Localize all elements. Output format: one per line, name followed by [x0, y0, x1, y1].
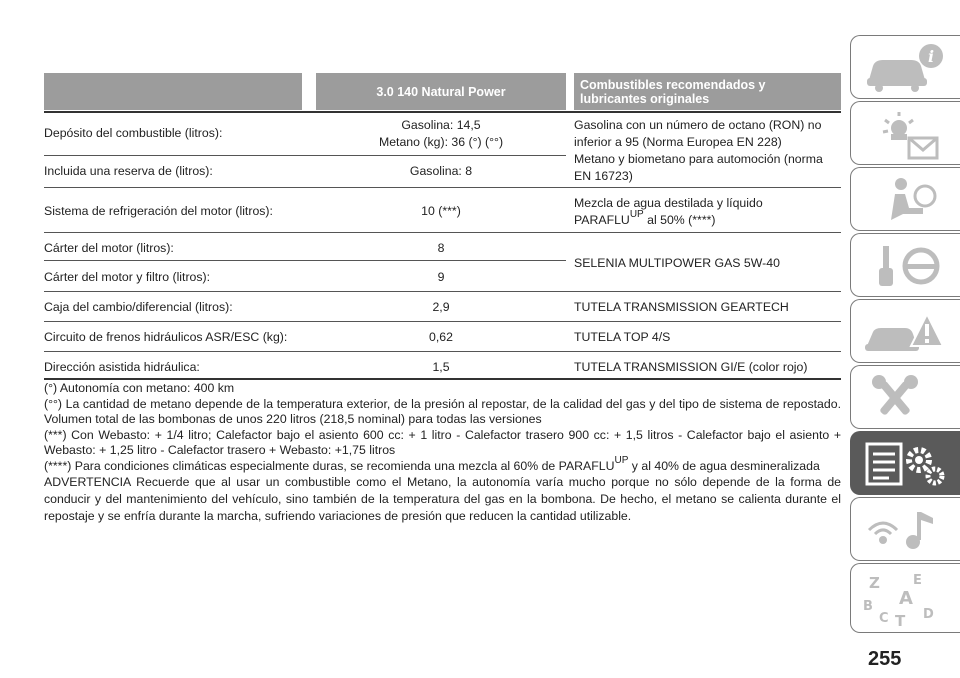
row-steering-spec: TUTELA TRANSMISSION GI/E (color rojo)	[574, 360, 808, 374]
table-header	[44, 73, 841, 110]
airbag-seat-icon	[861, 174, 951, 226]
tab-alphabetical-index[interactable]	[850, 563, 960, 633]
row-brakes-spec: TUTELA TOP 4/S	[574, 330, 671, 344]
fuel-tank-gasoline: Gasolina: 14,5	[401, 118, 481, 132]
specifications-table	[44, 73, 841, 374]
cooling-spec-line1: Mezcla de agua destilada y líquido	[574, 196, 763, 210]
row-divider	[44, 260, 566, 261]
row-cooling-spec	[574, 195, 844, 229]
footnote-4-tail: y al 40% de agua desmineralizada	[628, 458, 820, 473]
row-divider	[44, 155, 566, 156]
row-steering-label: Dirección asistida hidráulica:	[44, 360, 200, 374]
fuel-spec-line4: EN 16723)	[574, 169, 633, 183]
footnote-3: (***) Con Webasto: + 1/4 litro; Calefactor bajo el asiento 600 cc: + 1 litro - Calefactor trasero 900 cc: + 1,5 litros - Calefactor bajo el asiento + Webasto: + 1,25 litro - Calefactor trasero + Webasto: +1,75 litros	[44, 427, 841, 457]
dashboard-lights-icon	[861, 108, 951, 160]
fuel-spec-line1: Gasolina con un número de octano (RON) no	[574, 118, 822, 132]
tab-technical-data[interactable]	[850, 431, 960, 495]
footnote-4-superscript: UP	[614, 454, 629, 466]
cooling-spec-line2	[574, 209, 844, 229]
table-bottom-rule	[44, 378, 841, 380]
row-divider	[44, 187, 841, 188]
car-crash-warning-icon	[861, 306, 951, 358]
header-empty-cell	[44, 73, 302, 110]
row-sump-filter-value: 9	[437, 270, 445, 284]
row-cooling-label: Sistema de refrigeración del motor (litros):	[44, 204, 273, 218]
row-gearbox-value: 2,9	[432, 300, 450, 314]
row-gearbox-label: Caja del cambio/diferencial (litros):	[44, 300, 233, 314]
key-steering-wheel-icon	[861, 240, 951, 292]
fuel-spec-line3: Metano y biometano para automoción (norma	[574, 152, 823, 166]
svg-text:i: i	[928, 47, 935, 66]
row-brakes-value: 0,62	[429, 330, 453, 344]
row-reserve-value: Gasolina: 8	[409, 164, 473, 178]
row-gearbox-spec: TUTELA TRANSMISSION GEARTECH	[574, 300, 789, 314]
svg-text:C: C	[879, 611, 889, 626]
row-divider	[44, 321, 841, 322]
row-fuel-tank-label: Depósito del combustible (litros):	[44, 126, 223, 140]
footnotes	[44, 381, 841, 525]
header-model: 3.0 140 Natural Power	[376, 84, 506, 99]
multimedia-music-icon	[861, 504, 951, 556]
tab-dashboard[interactable]	[850, 101, 960, 165]
tools-icon	[861, 372, 951, 424]
svg-text:T: T	[895, 612, 906, 628]
row-sump-filter-label: Cárter del motor y filtro (litros):	[44, 270, 211, 284]
header-lubricants-line1: Combustibles recomendados y	[580, 77, 766, 92]
row-oil-spec: SELENIA MULTIPOWER GAS 5W-40	[574, 256, 780, 270]
technical-data-gears-icon	[861, 438, 951, 490]
row-divider	[44, 232, 841, 233]
tab-starting-driving[interactable]	[850, 233, 960, 297]
tab-safety[interactable]	[850, 167, 960, 231]
header-lubricants	[580, 73, 841, 110]
header-lubricants-line2: lubricantes originales	[580, 91, 710, 106]
car-info-icon	[861, 42, 951, 94]
row-divider	[44, 351, 841, 352]
row-sump-value: 8	[437, 241, 445, 255]
row-cooling-value: 10 (***)	[421, 204, 461, 218]
svg-text:E: E	[913, 573, 922, 588]
paraflu-superscript: UP	[629, 209, 644, 220]
warning-note: ADVERTENCIA Recuerde que al usar un combustible como el Metano, la autonomía varía mucho porque no sólo depende de la forma de conducir y del mantenimiento del vehículo, sino también de la temperatura del gas en la bombona. De hecho, el metano se calienta durante el repostaje y se enfría durante la marcha, sufriendo variaciones de presión que reducen la cantidad utilizable.	[44, 475, 841, 523]
row-reserve-label: Incluida una reserva de (litros):	[44, 164, 213, 178]
footnote-2: (°°) La cantidad de metano depende de la temperatura exterior, de la presión al repostar, de la calidad del gas y del tipo de sistema de repostado. Volumen total de las bombonas de unos 220 litros (218,5 nominal) para todas las versiones	[44, 396, 841, 426]
fuel-tank-methane: Metano (kg): 36 (°) (°°)	[378, 135, 504, 149]
footnote-4	[44, 454, 841, 475]
tab-multimedia[interactable]	[850, 497, 960, 561]
tab-vehicle-info[interactable]	[850, 35, 960, 99]
header-rule	[44, 111, 841, 113]
svg-text:B: B	[863, 599, 873, 614]
row-brakes-label: Circuito de frenos hidráulicos ASR/ESC (kg):	[44, 330, 288, 344]
fuel-spec-line2: inferior a 95 (Norma Europea EN 228)	[574, 135, 782, 149]
footnote-4-text: (****) Para condiciones climáticas especialmente duras, se recomienda una mezcla al 60% de PARAFLU	[44, 458, 615, 473]
alphabetical-index-icon	[861, 570, 951, 628]
page-number: 255	[868, 648, 902, 670]
row-sump-label: Cárter del motor (litros):	[44, 241, 174, 255]
svg-text:Z: Z	[869, 574, 880, 592]
tab-maintenance[interactable]	[850, 365, 960, 429]
tab-emergency[interactable]	[850, 299, 960, 363]
row-steering-value: 1,5	[432, 360, 450, 374]
row-fuel-spec	[574, 117, 844, 185]
row-fuel-tank-value	[316, 117, 566, 151]
svg-text:D: D	[923, 607, 934, 622]
row-divider	[44, 291, 841, 292]
cooling-percentage: al 50% (****)	[643, 213, 716, 227]
svg-text:A: A	[899, 588, 913, 609]
paraflu-text: PARAFLU	[574, 213, 630, 227]
footnote-1: (°) Autonomía con metano: 400 km	[44, 381, 235, 395]
